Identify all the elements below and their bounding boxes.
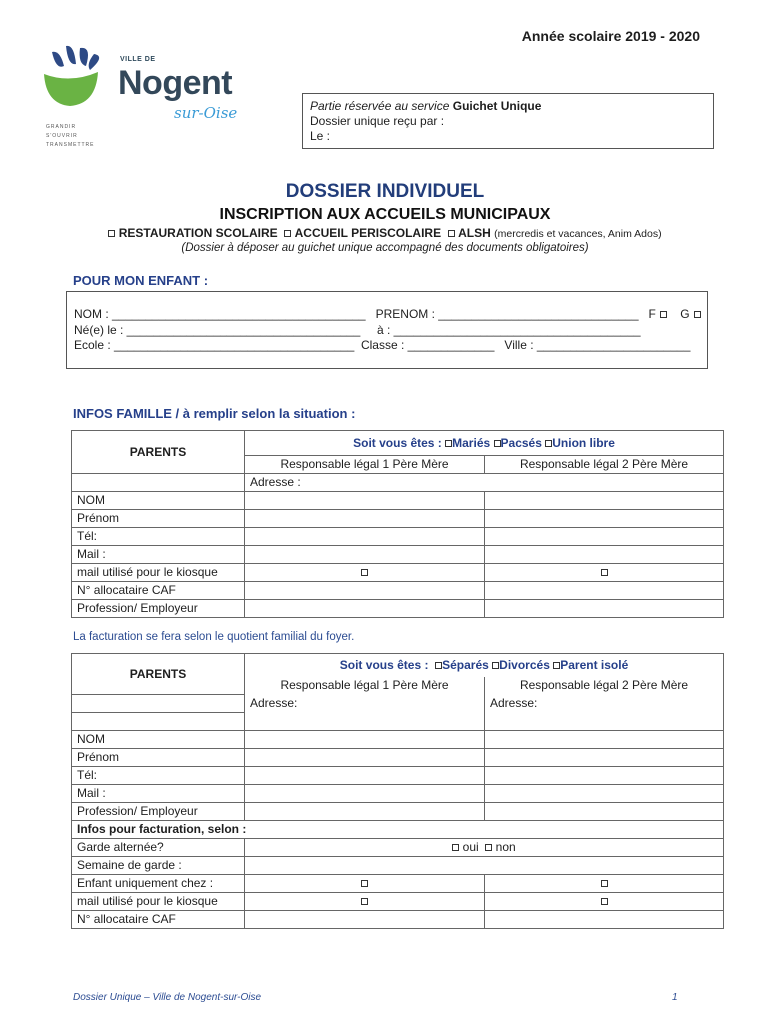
child-birthplace-field[interactable]: à : _____________________________________ — [376, 323, 641, 337]
logo-sub-text: sur-Oise — [174, 104, 238, 122]
logo-tagline-2: S'OUVRIR — [46, 133, 78, 139]
resp1-header: Responsable légal 1 Père Mère — [245, 677, 485, 695]
resp2-caf-input[interactable] — [485, 582, 724, 600]
family-table-separated — [71, 653, 724, 929]
resp2-kiosque-cell — [485, 564, 724, 582]
blank-cell — [72, 695, 245, 713]
row-label: NOM — [72, 731, 245, 749]
option-periscolaire: ACCUEIL PERISCOLAIRE — [294, 226, 442, 240]
child-class-field[interactable]: Classe : _____________ — [360, 338, 495, 352]
garde-non-label: non — [495, 840, 516, 854]
sex-f-label: F — [648, 307, 656, 321]
footer-text: Dossier Unique – Ville de Nogent-sur-Oise — [73, 992, 262, 1003]
resp1-kiosque-cell — [245, 893, 485, 911]
received-date-field[interactable]: Le : — [310, 129, 331, 143]
resp1-prenom-input[interactable] — [245, 510, 485, 528]
sex-g-checkbox[interactable] — [694, 311, 701, 318]
resp2-tel-input[interactable] — [485, 767, 724, 785]
row-label: Enfant uniquement chez : — [72, 875, 245, 893]
resp1-tel-input[interactable] — [245, 767, 485, 785]
garde-non-checkbox[interactable] — [485, 844, 492, 851]
billing-info-heading: Infos pour facturation, selon : — [72, 821, 724, 839]
row-label: Tél: — [72, 528, 245, 546]
resp1-nom-input[interactable] — [245, 731, 485, 749]
situation-pacses: Pacsés — [500, 436, 542, 450]
document-title: DOSSIER INDIVIDUEL — [285, 181, 485, 202]
logo-emblem-icon — [40, 44, 115, 114]
family-table-together — [71, 430, 724, 618]
logo-ville-text: VILLE DE — [120, 56, 156, 63]
page-number: 1 — [672, 992, 678, 1003]
billing-note: La facturation se fera selon le quotient familial du foyer. — [73, 631, 355, 643]
service-options — [0, 226, 770, 240]
child-nom-field[interactable]: NOM : ______________________________________ — [74, 307, 366, 321]
resp1-header: Responsable légal 1 Père Mère — [245, 456, 485, 474]
parents-header: PARENTS — [72, 431, 245, 474]
received-by-field[interactable]: Dossier unique reçu par : — [310, 114, 445, 128]
row-label: NOM — [72, 492, 245, 510]
situation-parent-isole: Parent isolé — [560, 658, 629, 672]
row-label: Mail : — [72, 546, 245, 564]
logo-tagline-1: GRANDIR — [46, 124, 77, 130]
family-section-heading: INFOS FAMILLE / à remplir selon la situation : — [73, 406, 356, 421]
alsh-note: (mercredis et vacances, Anim Ados) — [494, 228, 662, 240]
resp1-mail-input[interactable] — [245, 546, 485, 564]
resp1-tel-input[interactable] — [245, 528, 485, 546]
resp1-profession-input[interactable] — [245, 600, 485, 618]
resp2-mail-input[interactable] — [485, 785, 724, 803]
situation-prefix: Soit vous êtes : — [339, 658, 429, 672]
option-restauration: RESTAURATION SCOLAIRE — [118, 226, 278, 240]
reserved-service-name: Guichet Unique — [452, 99, 542, 113]
logo-tagline-3: TRANSMETTRE — [46, 142, 95, 148]
resp1-kiosque-checkbox[interactable] — [361, 569, 368, 576]
child-section-heading: POUR MON ENFANT : — [73, 273, 209, 288]
child-prenom-field[interactable]: PRENOM : ______________________________ — [375, 307, 639, 321]
resp2-prenom-input[interactable] — [485, 749, 724, 767]
resp1-caf-input[interactable] — [245, 911, 485, 929]
school-year: Année scolaire 2019 - 2020 — [521, 28, 700, 44]
row-label: Prénom — [72, 510, 245, 528]
resp1-nom-input[interactable] — [245, 492, 485, 510]
resp2-kiosque-checkbox[interactable] — [601, 898, 608, 905]
row-label: Profession/ Employeur — [72, 600, 245, 618]
situation-union-libre: Union libre — [552, 436, 615, 450]
resp2-header: Responsable légal 2 Père Mère — [485, 677, 724, 695]
situation-row — [245, 431, 724, 456]
child-info-box — [66, 291, 708, 369]
resp1-mail-input[interactable] — [245, 785, 485, 803]
row-label: N° allocataire CAF — [72, 911, 245, 929]
row-label: Prénom — [72, 749, 245, 767]
garde-oui-checkbox[interactable] — [452, 844, 459, 851]
resp2-profession-input[interactable] — [485, 803, 724, 821]
child-city-field[interactable]: Ville : _______________________ — [504, 338, 691, 352]
situation-divorces: Divorcés — [499, 658, 550, 672]
child-birthdate-field[interactable]: Né(e) le : ___________________________________ — [74, 323, 361, 337]
reserved-service-box — [302, 93, 714, 149]
city-logo — [40, 44, 250, 154]
child-school-field[interactable]: Ecole : ____________________________________ — [74, 338, 355, 352]
resp2-nom-input[interactable] — [485, 731, 724, 749]
row-label: Mail : — [72, 785, 245, 803]
row-label: Tél: — [72, 767, 245, 785]
blank-cell — [72, 713, 245, 731]
resp1-enfant-checkbox[interactable] — [361, 880, 368, 887]
resp2-tel-input[interactable] — [485, 528, 724, 546]
situation-row — [245, 654, 724, 677]
sex-g-label: G — [680, 307, 690, 321]
resp2-enfant-cell — [485, 875, 724, 893]
resp2-caf-input[interactable] — [485, 911, 724, 929]
row-label: mail utilisé pour le kiosque — [72, 893, 245, 911]
adresse-field[interactable]: Adresse : — [245, 474, 724, 492]
resp1-kiosque-checkbox[interactable] — [361, 898, 368, 905]
resp2-kiosque-cell — [485, 893, 724, 911]
situation-separes: Séparés — [442, 658, 489, 672]
resp1-caf-input[interactable] — [245, 582, 485, 600]
alsh-checkbox[interactable] — [448, 230, 455, 237]
blank-cell — [72, 474, 245, 492]
situation-prefix: Soit vous êtes : — [353, 436, 442, 450]
resp2-header: Responsable légal 2 Père Mère — [485, 456, 724, 474]
parents-header: PARENTS — [72, 654, 245, 695]
resp1-kiosque-cell — [245, 564, 485, 582]
pacses-checkbox[interactable] — [494, 440, 501, 447]
semaine-input[interactable] — [245, 857, 724, 875]
resp2-adresse-field[interactable]: Adresse: — [485, 695, 724, 731]
resp2-kiosque-checkbox[interactable] — [601, 569, 608, 576]
row-label: mail utilisé pour le kiosque — [72, 564, 245, 582]
resp2-prenom-input[interactable] — [485, 510, 724, 528]
garde-oui-label: oui — [462, 840, 479, 854]
sex-f-checkbox[interactable] — [660, 311, 667, 318]
garde-options — [245, 839, 724, 857]
option-alsh: ALSH — [458, 226, 491, 240]
resp2-profession-input[interactable] — [485, 600, 724, 618]
resp1-adresse-field[interactable]: Adresse: — [245, 695, 485, 731]
reserved-label: Partie réservée au service — [310, 99, 450, 113]
resp1-prenom-input[interactable] — [245, 749, 485, 767]
row-label: Semaine de garde : — [72, 857, 245, 875]
document-subtitle: INSCRIPTION AUX ACCUEILS MUNICIPAUX — [219, 206, 551, 223]
periscolaire-checkbox[interactable] — [284, 230, 291, 237]
restauration-checkbox[interactable] — [108, 230, 115, 237]
resp2-mail-input[interactable] — [485, 546, 724, 564]
deposit-note: (Dossier à déposer au guichet unique accompagné des documents obligatoires) — [181, 242, 589, 254]
row-label: N° allocataire CAF — [72, 582, 245, 600]
resp1-enfant-cell — [245, 875, 485, 893]
resp2-nom-input[interactable] — [485, 492, 724, 510]
resp2-enfant-checkbox[interactable] — [601, 880, 608, 887]
row-label: Garde alternée? — [72, 839, 245, 857]
row-label: Profession/ Employeur — [72, 803, 245, 821]
resp1-profession-input[interactable] — [245, 803, 485, 821]
situation-maries: Mariés — [452, 436, 491, 450]
logo-name-text: Nogent — [118, 64, 233, 102]
